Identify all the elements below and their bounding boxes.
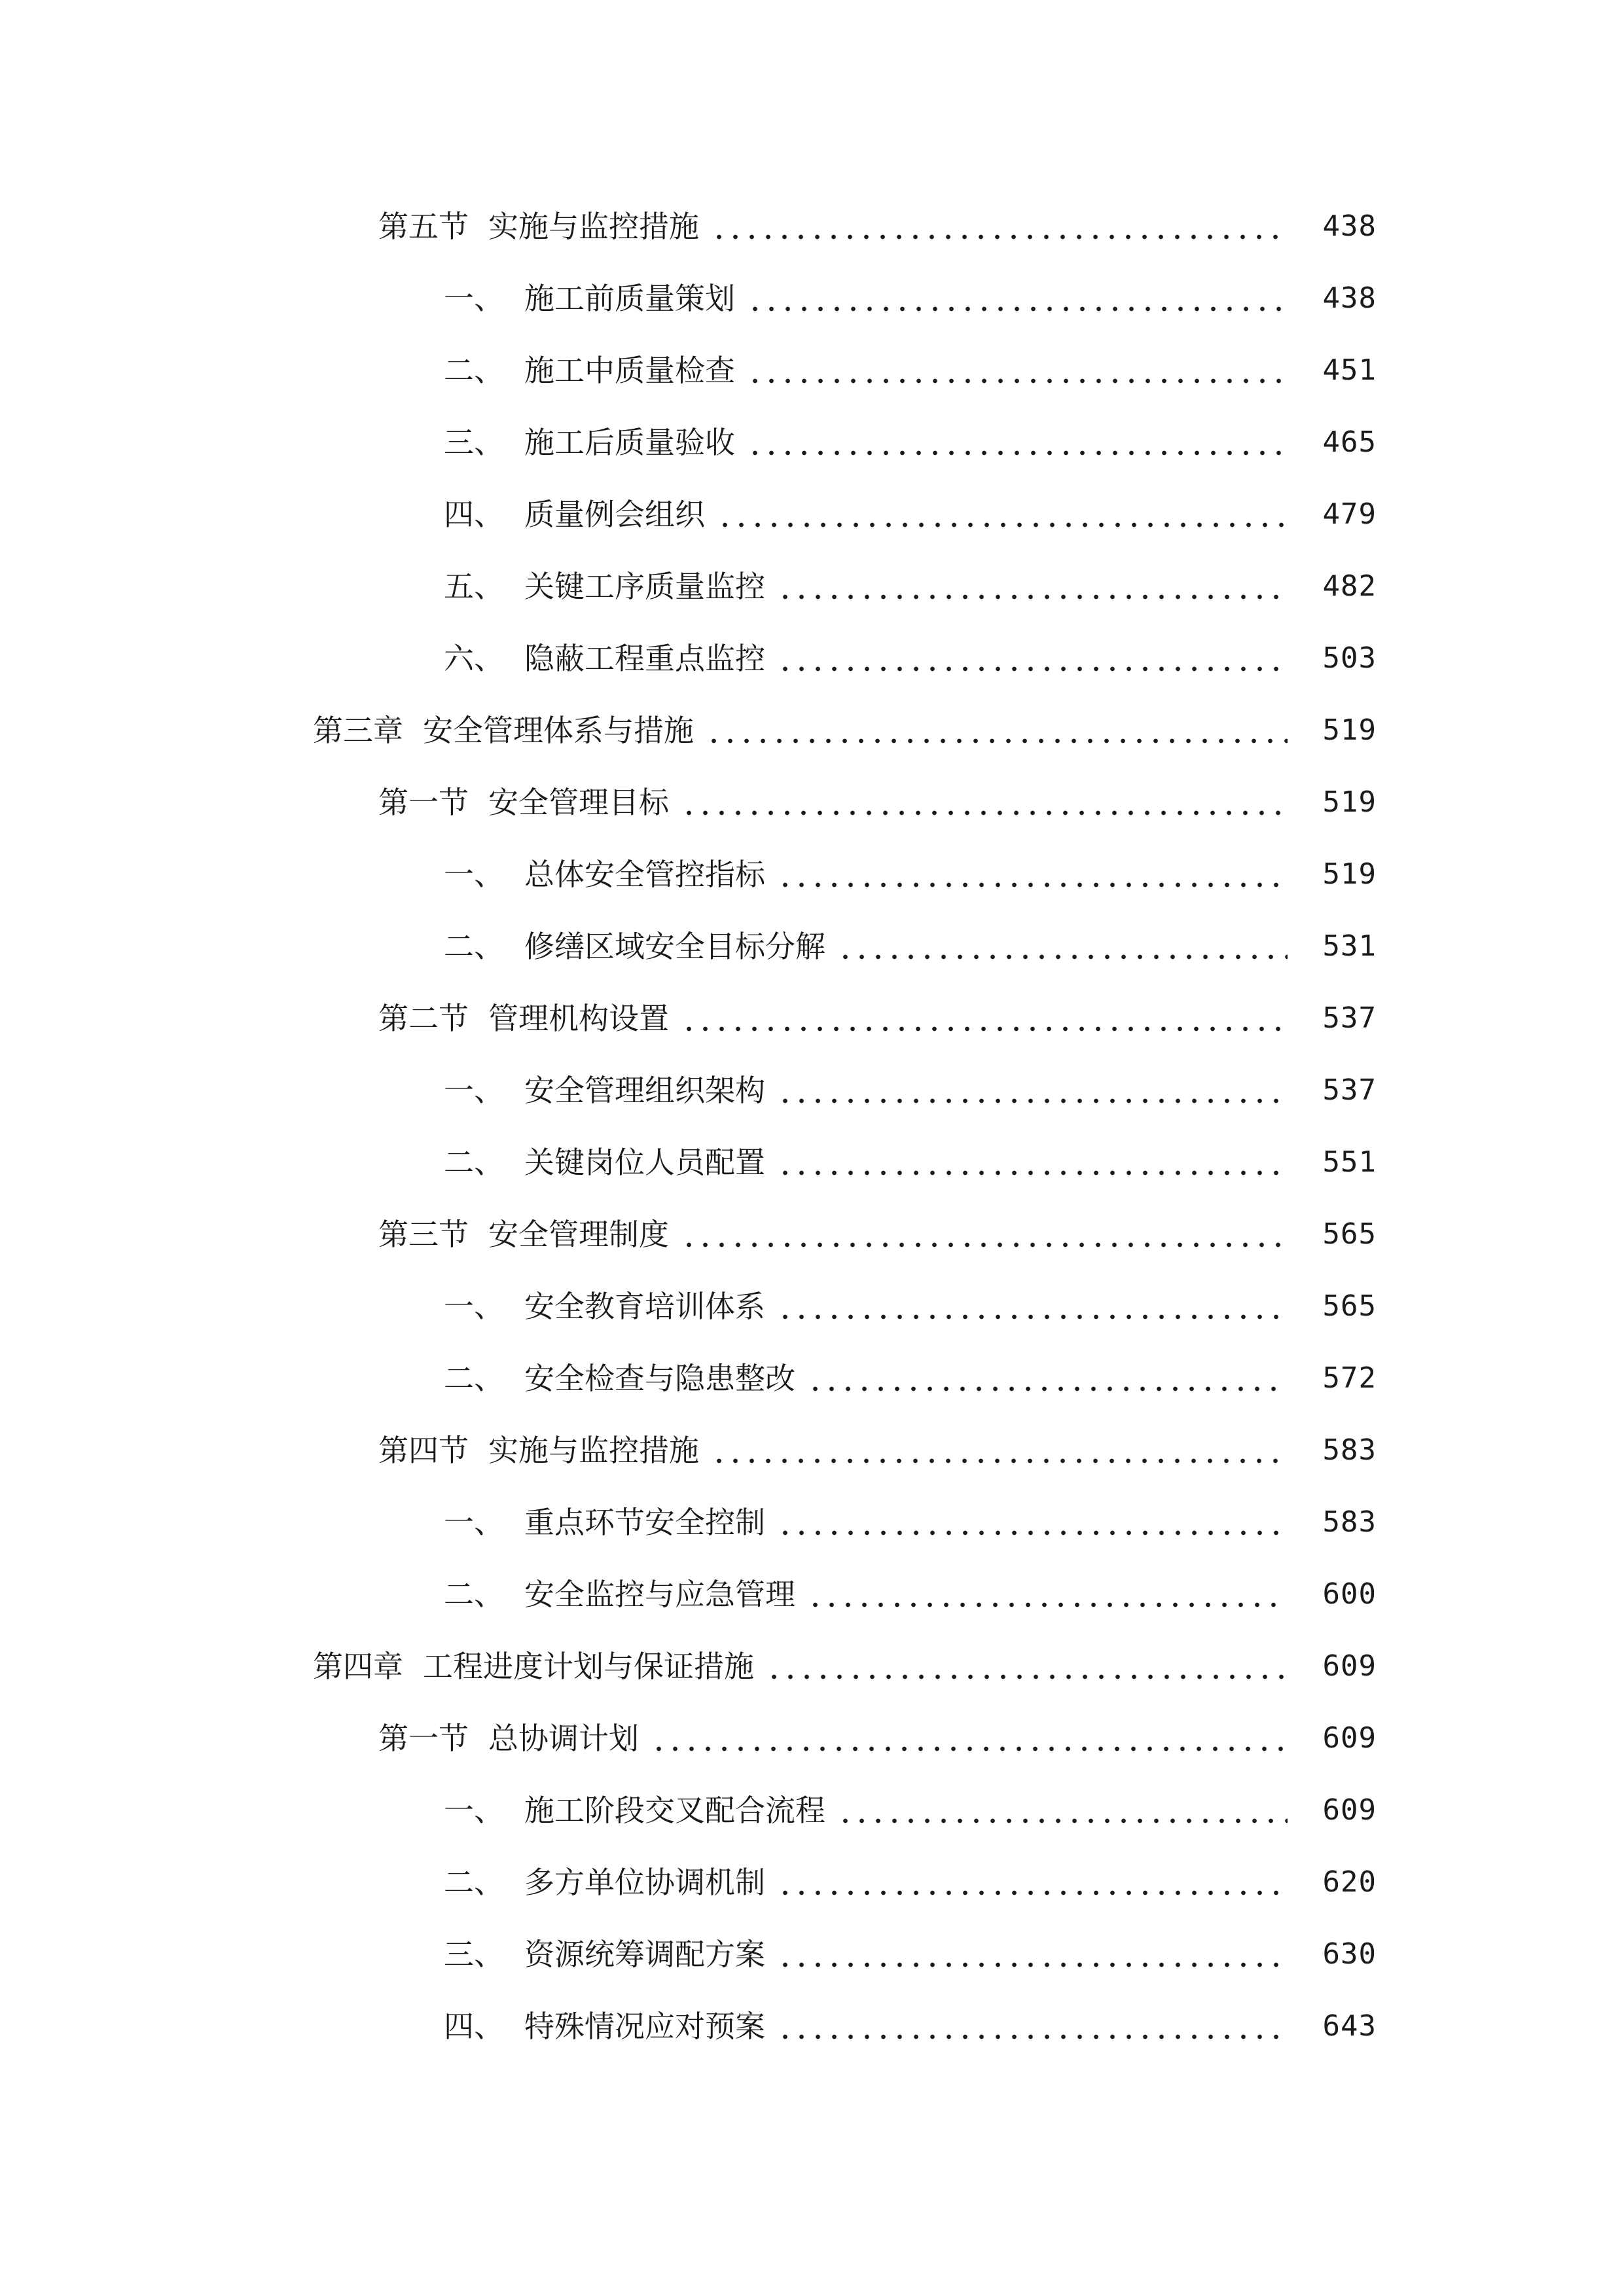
toc-entry-number: 一、: [444, 1505, 504, 1540]
toc-entry-page-number: 609: [1322, 1721, 1377, 1755]
toc-entry-page-number: 519: [1322, 785, 1377, 819]
dot-leader: [747, 423, 1288, 462]
toc-entry-title: 总体安全管控指标: [524, 857, 765, 892]
toc-entry-title: 质量例会组织: [524, 497, 705, 532]
toc-entry[interactable]: [0, 1054, 1624, 1126]
toc-entry-page-number: 479: [1322, 497, 1377, 531]
toc-entry-number: 一、: [444, 281, 504, 316]
dot-leader: [777, 1863, 1288, 1902]
dot-leader: [837, 927, 1288, 966]
toc-entry-number: 二、: [444, 1865, 504, 1900]
toc-entry[interactable]: [0, 1774, 1624, 1846]
toc-entry[interactable]: [0, 910, 1624, 982]
toc-entry[interactable]: [0, 1198, 1624, 1270]
toc-entry[interactable]: [0, 838, 1624, 910]
toc-entry-title: 安全管理体系与措施: [423, 713, 694, 748]
dot-leader: [711, 207, 1288, 246]
toc-entry-label: [444, 639, 765, 678]
toc-entry-label: [444, 1359, 795, 1398]
toc-entry[interactable]: [0, 766, 1624, 838]
toc-entry-number: 五、: [444, 569, 504, 604]
toc-entry-label: [444, 855, 765, 894]
toc-entry-number: 第四节: [378, 1433, 469, 1468]
toc-entry-number: 第一节: [378, 1721, 469, 1756]
dot-leader: [706, 711, 1288, 750]
toc-entry-title: 安全管理制度: [488, 1217, 669, 1252]
toc-entry[interactable]: [0, 1342, 1624, 1414]
toc-entry-page-number: 565: [1322, 1289, 1377, 1323]
toc-entry-number: 一、: [444, 1793, 504, 1828]
toc-entry[interactable]: [0, 262, 1624, 334]
toc-entry-page-number: 583: [1322, 1433, 1377, 1467]
toc-entry-number: 三、: [444, 425, 504, 460]
toc-entry-title: 实施与监控措施: [488, 1433, 699, 1468]
toc-entry-page-number: 643: [1322, 2009, 1377, 2043]
dot-leader: [747, 351, 1288, 390]
toc-entry-label: [444, 1503, 765, 1542]
toc-entry[interactable]: [0, 694, 1624, 766]
toc-entry-title: 安全管理组织架构: [524, 1073, 765, 1108]
toc-entry-number: 三、: [444, 1937, 504, 1972]
toc-entry-number: 第二节: [378, 1001, 469, 1036]
toc-entry[interactable]: [0, 1414, 1624, 1486]
toc-entry-page-number: 630: [1322, 1937, 1377, 1971]
dot-leader: [777, 639, 1288, 678]
toc-entry-page-number: 537: [1322, 1001, 1377, 1035]
toc-entry-title: 安全管理目标: [488, 785, 669, 820]
toc-entry-label: [378, 1719, 639, 1758]
toc-entry-page-number: 465: [1322, 425, 1377, 459]
dot-leader: [777, 855, 1288, 894]
toc-entry-label: [378, 207, 699, 246]
toc-entry[interactable]: [0, 1126, 1624, 1198]
toc-entry-number: 二、: [444, 1577, 504, 1612]
toc-entry-number: 第三节: [378, 1217, 469, 1252]
toc-entry-label: [444, 351, 735, 390]
toc-entry[interactable]: [0, 1990, 1624, 2062]
toc-entry-number: 六、: [444, 641, 504, 676]
toc-entry-page-number: 565: [1322, 1217, 1377, 1251]
toc-entry-label: [378, 783, 669, 822]
toc-entry-label: [444, 1143, 765, 1182]
toc-entry-number: 第一节: [378, 785, 469, 820]
toc-entry-page-number: 438: [1322, 281, 1377, 315]
toc-entry-title: 施工阶段交叉配合流程: [524, 1793, 825, 1828]
toc-entry-label: [444, 927, 825, 966]
table-of-contents: [0, 190, 1624, 2062]
toc-entry-page-number: 583: [1322, 1505, 1377, 1539]
dot-leader: [777, 1143, 1288, 1182]
dot-leader: [681, 999, 1288, 1038]
toc-entry-number: 二、: [444, 1361, 504, 1396]
dot-leader: [777, 1287, 1288, 1326]
toc-entry-title: 资源统筹调配方案: [524, 1937, 765, 1972]
toc-entry-title: 安全检查与隐患整改: [524, 1361, 795, 1396]
toc-entry-page-number: 519: [1322, 857, 1377, 891]
toc-entry-title: 工程进度计划与保证措施: [423, 1649, 754, 1684]
dot-leader: [777, 1935, 1288, 1974]
dot-leader: [651, 1719, 1288, 1758]
toc-entry-page-number: 572: [1322, 1361, 1377, 1395]
toc-entry-page-number: 600: [1322, 1577, 1377, 1611]
dot-leader: [681, 783, 1288, 822]
toc-entry-title: 重点环节安全控制: [524, 1505, 765, 1540]
toc-entry[interactable]: [0, 1702, 1624, 1774]
toc-entry-title: 关键工序质量监控: [524, 569, 765, 604]
toc-entry-title: 实施与监控措施: [488, 209, 699, 244]
toc-entry[interactable]: [0, 406, 1624, 478]
toc-entry-title: 关键岗位人员配置: [524, 1145, 765, 1180]
toc-entry-label: [444, 2007, 765, 2046]
toc-entry-number: 二、: [444, 353, 504, 388]
toc-entry-label: [313, 1647, 754, 1686]
toc-entry[interactable]: [0, 1918, 1624, 1990]
dot-leader: [711, 1431, 1288, 1470]
toc-entry-page-number: 519: [1322, 713, 1377, 747]
toc-entry-page-number: 537: [1322, 1073, 1377, 1107]
dot-leader: [777, 2007, 1288, 2046]
toc-entry-title: 总协调计划: [488, 1721, 639, 1756]
toc-entry-title: 隐蔽工程重点监控: [524, 641, 765, 676]
toc-entry-number: 第三章: [313, 713, 403, 748]
toc-entry[interactable]: [0, 1558, 1624, 1630]
toc-entry-title: 施工前质量策划: [524, 281, 735, 316]
toc-entry-number: 一、: [444, 857, 504, 892]
toc-entry-number: 第四章: [313, 1649, 403, 1684]
toc-entry-page-number: 503: [1322, 641, 1377, 675]
dot-leader: [747, 279, 1288, 318]
toc-entry[interactable]: [0, 550, 1624, 622]
dot-leader: [777, 1503, 1288, 1542]
toc-entry-title: 修缮区域安全目标分解: [524, 929, 825, 964]
toc-entry-title: 施工后质量验收: [524, 425, 735, 460]
toc-entry-page-number: 609: [1322, 1793, 1377, 1827]
dot-leader: [777, 567, 1288, 606]
toc-entry-title: 特殊情况应对预案: [524, 2009, 765, 2044]
toc-entry-label: [444, 423, 735, 462]
toc-entry-number: 一、: [444, 1073, 504, 1108]
dot-leader: [807, 1359, 1288, 1398]
toc-entry[interactable]: [0, 1270, 1624, 1342]
toc-entry-number: 四、: [444, 497, 504, 532]
toc-entry-number: 第五节: [378, 209, 469, 244]
toc-entry-label: [313, 711, 694, 750]
toc-entry[interactable]: [0, 1486, 1624, 1558]
toc-entry-page-number: 609: [1322, 1649, 1377, 1683]
toc-entry-label: [444, 1575, 795, 1614]
toc-entry-label: [378, 999, 669, 1038]
toc-entry-number: 二、: [444, 929, 504, 964]
toc-entry-title: 安全教育培训体系: [524, 1289, 765, 1324]
toc-entry-page-number: 438: [1322, 209, 1377, 243]
toc-entry-label: [378, 1215, 669, 1254]
toc-entry-title: 施工中质量检查: [524, 353, 735, 388]
toc-entry[interactable]: [0, 622, 1624, 694]
toc-entry-label: [444, 567, 765, 606]
toc-entry-page-number: 620: [1322, 1865, 1377, 1899]
dot-leader: [777, 1071, 1288, 1110]
toc-entry[interactable]: [0, 1630, 1624, 1702]
toc-entry-page-number: 531: [1322, 929, 1377, 963]
toc-entry[interactable]: [0, 334, 1624, 406]
toc-entry-label: [444, 279, 735, 318]
dot-leader: [681, 1215, 1288, 1254]
toc-entry-label: [444, 1863, 765, 1902]
toc-entry-title: 安全监控与应急管理: [524, 1577, 795, 1612]
toc-entry-label: [444, 495, 705, 534]
toc-entry-label: [444, 1287, 765, 1326]
toc-entry-page-number: 551: [1322, 1145, 1377, 1179]
toc-entry-number: 四、: [444, 2009, 504, 2044]
toc-entry[interactable]: [0, 1846, 1624, 1918]
toc-entry-label: [444, 1791, 825, 1830]
toc-entry-label: [444, 1071, 765, 1110]
toc-entry-title: 多方单位协调机制: [524, 1865, 765, 1900]
toc-entry[interactable]: [0, 478, 1624, 550]
toc-entry[interactable]: [0, 190, 1624, 262]
toc-entry-label: [444, 1935, 765, 1974]
dot-leader: [837, 1791, 1288, 1830]
toc-entry-title: 管理机构设置: [488, 1001, 669, 1036]
toc-entry-page-number: 451: [1322, 353, 1377, 387]
toc-entry-label: [378, 1431, 699, 1470]
toc-entry-number: 一、: [444, 1289, 504, 1324]
toc-entry[interactable]: [0, 982, 1624, 1054]
dot-leader: [766, 1647, 1288, 1686]
dot-leader: [717, 495, 1288, 534]
dot-leader: [807, 1575, 1288, 1614]
toc-entry-number: 二、: [444, 1145, 504, 1180]
toc-entry-page-number: 482: [1322, 569, 1377, 603]
